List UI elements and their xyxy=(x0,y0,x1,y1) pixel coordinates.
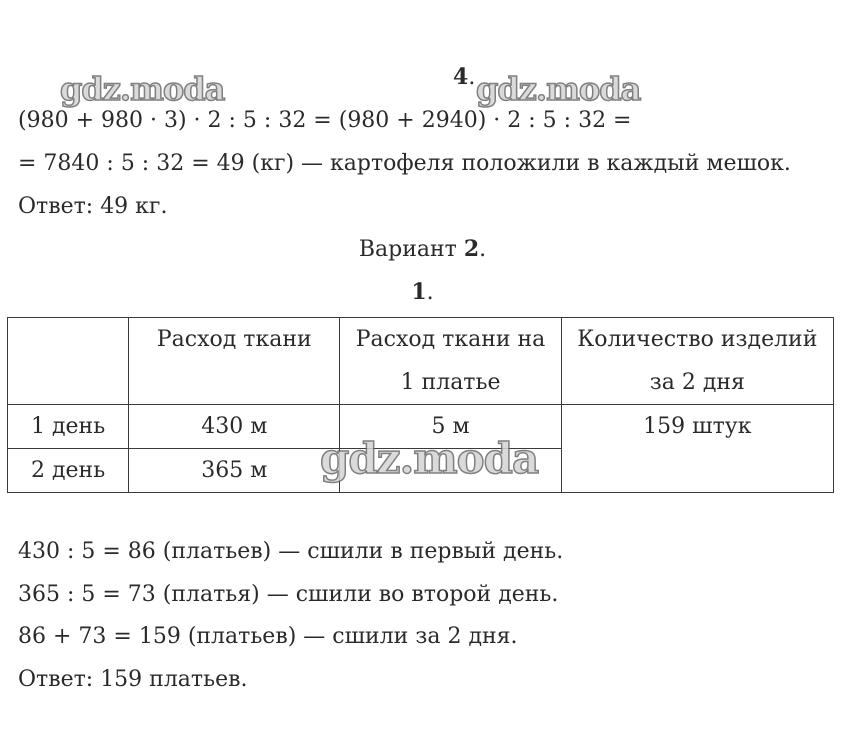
task-1-number: 1 xyxy=(411,279,427,305)
solution-answer: Ответ: 159 платьев. xyxy=(18,667,248,692)
table-cell-fabric-usage: 365 м xyxy=(129,449,340,493)
table-header-fabric-per-dress-line-2: 1 платье xyxy=(400,370,501,395)
solution-line-2: 365 : 5 = 73 (платья) — сшили во второй день. xyxy=(18,582,559,607)
task-4-answer: Ответ: 49 кг. xyxy=(18,194,168,219)
table-cell-fabric-per-dress: 5 м xyxy=(340,405,561,449)
table-header-row xyxy=(8,318,834,405)
solution-line-1: 430 : 5 = 86 (платьев) — сшили в первый день. xyxy=(18,539,564,564)
task-4-number xyxy=(453,62,475,93)
table-cell-day: 2 день xyxy=(8,449,129,493)
table-header-fabric-per-dress-line-1: Расход ткани на xyxy=(355,327,546,352)
table-cell-items-count: 159 штук xyxy=(561,405,833,493)
table-header-fabric-usage xyxy=(129,318,340,405)
table-header-items-count-line-1: Количество изделий xyxy=(577,327,818,352)
task-4-expression-line-2: = 7840 : 5 : 32 = 49 (кг) — картофеля положили в каждый мешок. xyxy=(18,151,791,176)
table-header-empty xyxy=(8,318,129,405)
variant-number: 2 xyxy=(463,236,480,262)
task-1-heading xyxy=(0,277,845,308)
table-header-fabric-usage-text: Расход ткани xyxy=(156,327,312,352)
watermark-top-right: gdz.moda xyxy=(476,70,641,108)
variant-label: Вариант xyxy=(358,237,464,262)
task-4-expression-line-1: (980 + 980 · 3) · 2 : 5 : 32 = (980 + 2940) · 2 : 5 : 32 = xyxy=(18,108,632,133)
table-cell-day: 1 день xyxy=(8,405,129,449)
watermark-top-left: gdz.moda xyxy=(60,70,225,108)
table-cell-fabric-usage: 430 м xyxy=(129,405,340,449)
variant-heading xyxy=(0,234,845,265)
table-header-items-count xyxy=(561,318,833,405)
table-header-items-count-line-2: за 2 дня xyxy=(649,370,745,395)
task-4-number-dot: . xyxy=(468,65,476,90)
variant-dot: . xyxy=(479,237,487,262)
table-header-fabric-per-dress xyxy=(340,318,561,405)
solution-line-3: 86 + 73 = 159 (платьев) — сшили за 2 дня. xyxy=(18,624,518,649)
task-1-dot: . xyxy=(426,280,434,305)
task-4-number-digit: 4 xyxy=(453,64,469,90)
watermark-table: gdz.moda xyxy=(320,434,539,483)
